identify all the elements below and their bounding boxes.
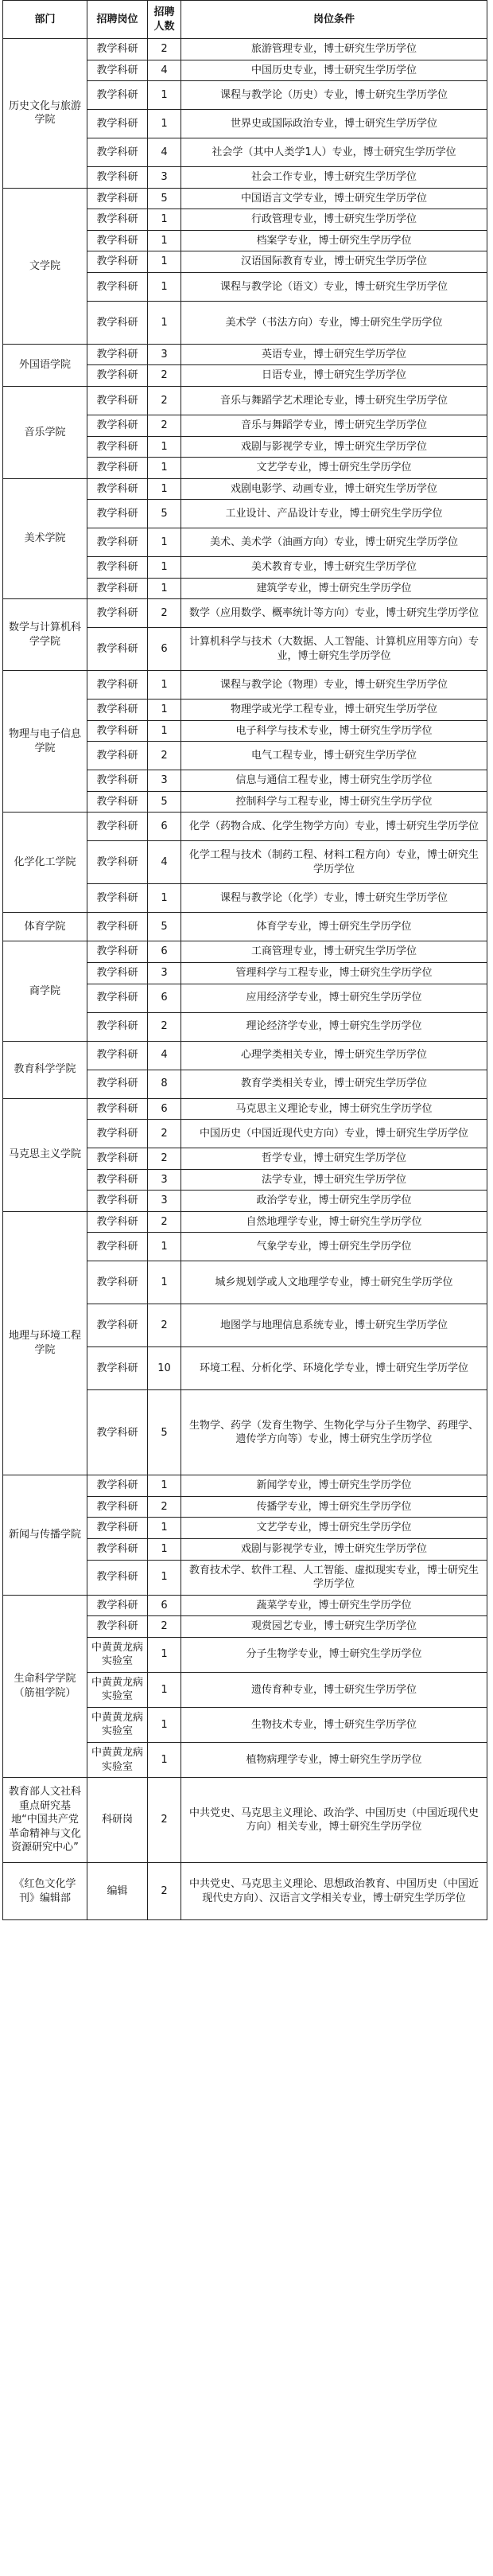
headcount-cell: 1 xyxy=(148,528,181,557)
header-position: 招聘岗位 xyxy=(87,1,148,39)
requirements-cell: 控制科学与工程专业，博士研究生学历学位 xyxy=(181,791,487,813)
table-row xyxy=(3,1041,487,1070)
headcount-cell: 2 xyxy=(148,1211,181,1233)
requirements-cell: 建筑学专业，博士研究生学历学位 xyxy=(181,578,487,599)
headcount-cell: 5 xyxy=(148,1390,181,1475)
requirements-cell: 音乐与舞蹈学专业，博士研究生学历学位 xyxy=(181,415,487,437)
department-cell: 物理与电子信息学院 xyxy=(3,671,87,813)
headcount-cell: 1 xyxy=(148,700,181,721)
position-cell: 教学科研 xyxy=(87,415,148,437)
requirements-cell: 蔬菜学专业，博士研究生学历学位 xyxy=(181,1595,487,1616)
headcount-cell: 1 xyxy=(148,1560,181,1595)
headcount-cell: 2 xyxy=(148,1304,181,1347)
requirements-cell: 中国历史（中国近现代史方向）专业，博士研究生学历学位 xyxy=(181,1120,487,1148)
table-row xyxy=(3,941,487,963)
recruitment-table xyxy=(2,0,487,1920)
position-cell: 教学科研 xyxy=(87,138,148,167)
requirements-cell: 社会学（其中人类学1人）专业，博士研究生学历学位 xyxy=(181,138,487,167)
header-requirements: 岗位条件 xyxy=(181,1,487,39)
headcount-cell: 3 xyxy=(148,344,181,365)
header-department: 部门 xyxy=(3,1,87,39)
department-cell: 地理与环境工程学院 xyxy=(3,1211,87,1475)
requirements-cell: 化学工程与技术（制药工程、材料工程方向）专业，博士研究生学历学位 xyxy=(181,841,487,884)
requirements-cell: 中共党史、马克思主义理论、政治学、中国历史（中国近现代史方向）相关专业，博士研究生学历学位 xyxy=(181,1778,487,1863)
position-cell: 教学科研 xyxy=(87,188,148,209)
headcount-cell: 1 xyxy=(148,884,181,913)
department-cell: 历史文化与旅游学院 xyxy=(3,39,87,189)
table-row xyxy=(3,39,487,60)
requirements-cell: 政治学专业，博士研究生学历学位 xyxy=(181,1191,487,1212)
position-cell: 教学科研 xyxy=(87,841,148,884)
position-cell: 教学科研 xyxy=(87,599,148,628)
header-count: 招聘人数 xyxy=(148,1,181,39)
headcount-cell: 6 xyxy=(148,1595,181,1616)
position-cell: 教学科研 xyxy=(87,557,148,579)
requirements-cell: 行政管理专业，博士研究生学历学位 xyxy=(181,209,487,231)
requirements-cell: 美术教育专业，博士研究生学历学位 xyxy=(181,557,487,579)
requirements-cell: 汉语国际教育专业，博士研究生学历学位 xyxy=(181,251,487,273)
headcount-cell: 1 xyxy=(148,301,181,344)
headcount-cell: 1 xyxy=(148,1637,181,1672)
headcount-cell: 1 xyxy=(148,110,181,138)
requirements-cell: 电子科学与技术专业，博士研究生学历学位 xyxy=(181,720,487,742)
position-cell: 教学科研 xyxy=(87,230,148,251)
headcount-cell: 1 xyxy=(148,1233,181,1261)
headcount-cell: 6 xyxy=(148,941,181,963)
position-cell: 教学科研 xyxy=(87,1120,148,1148)
position-cell: 中黄黄龙病实验室 xyxy=(87,1742,148,1777)
position-cell: 教学科研 xyxy=(87,770,148,792)
position-cell: 教学科研 xyxy=(87,1041,148,1070)
position-cell: 教学科研 xyxy=(87,1191,148,1212)
position-cell: 教学科研 xyxy=(87,478,148,500)
headcount-cell: 6 xyxy=(148,1098,181,1120)
position-cell: 教学科研 xyxy=(87,39,148,60)
department-cell: 教育部人文社科重点研究基地“中国共产党革命精神与文化资源研究中心” xyxy=(3,1778,87,1863)
table-row xyxy=(3,1098,487,1120)
requirements-cell: 哲学专业，博士研究生学历学位 xyxy=(181,1148,487,1170)
requirements-cell: 社会工作专业，博士研究生学历学位 xyxy=(181,167,487,189)
headcount-cell: 2 xyxy=(148,1148,181,1170)
table-row xyxy=(3,1778,487,1863)
position-cell: 教学科研 xyxy=(87,436,148,458)
department-cell: 体育学院 xyxy=(3,913,87,941)
position-cell: 教学科研 xyxy=(87,813,148,841)
department-cell: 马克思主义学院 xyxy=(3,1098,87,1211)
requirements-cell: 观赏园艺专业，博士研究生学历学位 xyxy=(181,1616,487,1638)
position-cell: 教学科研 xyxy=(87,1390,148,1475)
requirements-cell: 分子生物学专业，博士研究生学历学位 xyxy=(181,1637,487,1672)
position-cell: 教学科研 xyxy=(87,365,148,387)
position-cell: 教学科研 xyxy=(87,209,148,231)
department-cell: 化学化工学院 xyxy=(3,813,87,913)
position-cell: 教学科研 xyxy=(87,301,148,344)
requirements-cell: 理论经济学专业，博士研究生学历学位 xyxy=(181,1012,487,1041)
headcount-cell: 2 xyxy=(148,1496,181,1518)
requirements-cell: 戏剧与影视学专业，博士研究生学历学位 xyxy=(181,1538,487,1560)
department-cell: 音乐学院 xyxy=(3,387,87,479)
headcount-cell: 2 xyxy=(148,1863,181,1920)
requirements-cell: 英语专业，博士研究生学历学位 xyxy=(181,344,487,365)
headcount-cell: 5 xyxy=(148,188,181,209)
headcount-cell: 6 xyxy=(148,984,181,1012)
position-cell: 教学科研 xyxy=(87,700,148,721)
headcount-cell: 1 xyxy=(148,1707,181,1742)
table-row xyxy=(3,913,487,941)
department-cell: 生命科学学院（筋祖学院） xyxy=(3,1595,87,1777)
position-cell: 教学科研 xyxy=(87,344,148,365)
headcount-cell: 2 xyxy=(148,1120,181,1148)
headcount-cell: 1 xyxy=(148,209,181,231)
headcount-cell: 1 xyxy=(148,251,181,273)
table-row xyxy=(3,1211,487,1233)
position-cell: 教学科研 xyxy=(87,1211,148,1233)
position-cell: 教学科研 xyxy=(87,984,148,1012)
requirements-cell: 遗传育种专业，博士研究生学历学位 xyxy=(181,1672,487,1707)
headcount-cell: 10 xyxy=(148,1347,181,1390)
position-cell: 教学科研 xyxy=(87,941,148,963)
position-cell: 教学科研 xyxy=(87,1560,148,1595)
position-cell: 教学科研 xyxy=(87,387,148,415)
position-cell: 教学科研 xyxy=(87,1475,148,1497)
requirements-cell: 法学专业，博士研究生学历学位 xyxy=(181,1169,487,1191)
requirements-cell: 心理学类相关专业，博士研究生学历学位 xyxy=(181,1041,487,1070)
position-cell: 教学科研 xyxy=(87,1070,148,1098)
requirements-cell: 数学（应用数学、概率统计等方向）专业，博士研究生学历学位 xyxy=(181,599,487,628)
headcount-cell: 1 xyxy=(148,436,181,458)
headcount-cell: 4 xyxy=(148,1041,181,1070)
headcount-cell: 2 xyxy=(148,742,181,770)
headcount-cell: 5 xyxy=(148,913,181,941)
position-cell: 教学科研 xyxy=(87,1148,148,1170)
table-row xyxy=(3,387,487,415)
position-cell: 教学科研 xyxy=(87,1616,148,1638)
headcount-cell: 3 xyxy=(148,770,181,792)
position-cell: 教学科研 xyxy=(87,272,148,301)
position-cell: 教学科研 xyxy=(87,963,148,984)
position-cell: 教学科研 xyxy=(87,884,148,913)
requirements-cell: 工业设计、产品设计专业，博士研究生学历学位 xyxy=(181,500,487,528)
headcount-cell: 2 xyxy=(148,365,181,387)
position-cell: 中黄黄龙病实验室 xyxy=(87,1707,148,1742)
requirements-cell: 美术、美术学（油画方向）专业，博士研究生学历学位 xyxy=(181,528,487,557)
headcount-cell: 4 xyxy=(148,841,181,884)
position-cell: 中黄黄龙病实验室 xyxy=(87,1672,148,1707)
position-cell: 教学科研 xyxy=(87,110,148,138)
requirements-cell: 教育学类相关专业，博士研究生学历学位 xyxy=(181,1070,487,1098)
department-cell: 教育科学学院 xyxy=(3,1041,87,1098)
position-cell: 教学科研 xyxy=(87,458,148,479)
requirements-cell: 传播学专业，博士研究生学历学位 xyxy=(181,1496,487,1518)
requirements-cell: 世界史或国际政治专业，博士研究生学历学位 xyxy=(181,110,487,138)
department-cell: 美术学院 xyxy=(3,478,87,599)
table-row xyxy=(3,671,487,700)
headcount-cell: 1 xyxy=(148,458,181,479)
position-cell: 教学科研 xyxy=(87,528,148,557)
table-row xyxy=(3,478,487,500)
position-cell: 教学科研 xyxy=(87,913,148,941)
position-cell: 教学科研 xyxy=(87,1169,148,1191)
requirements-cell: 地图学与地理信息系统专业，博士研究生学历学位 xyxy=(181,1304,487,1347)
table-row xyxy=(3,188,487,209)
headcount-cell: 1 xyxy=(148,557,181,579)
requirements-cell: 文艺学专业，博士研究生学历学位 xyxy=(181,1518,487,1539)
headcount-cell: 8 xyxy=(148,1070,181,1098)
requirements-cell: 音乐与舞蹈学艺术理论专业，博士研究生学历学位 xyxy=(181,387,487,415)
headcount-cell: 1 xyxy=(148,478,181,500)
position-cell: 教学科研 xyxy=(87,1304,148,1347)
headcount-cell: 3 xyxy=(148,167,181,189)
requirements-cell: 生物技术专业，博士研究生学历学位 xyxy=(181,1707,487,1742)
headcount-cell: 6 xyxy=(148,628,181,671)
headcount-cell: 1 xyxy=(148,671,181,700)
requirements-cell: 档案学专业，博士研究生学历学位 xyxy=(181,230,487,251)
position-cell: 编辑 xyxy=(87,1863,148,1920)
requirements-cell: 工商管理专业，博士研究生学历学位 xyxy=(181,941,487,963)
position-cell: 教学科研 xyxy=(87,500,148,528)
headcount-cell: 4 xyxy=(148,138,181,167)
headcount-cell: 5 xyxy=(148,791,181,813)
requirements-cell: 物理学或光学工程专业，博士研究生学历学位 xyxy=(181,700,487,721)
department-cell: 外国语学院 xyxy=(3,344,87,386)
headcount-cell: 6 xyxy=(148,813,181,841)
requirements-cell: 应用经济学专业，博士研究生学历学位 xyxy=(181,984,487,1012)
requirements-cell: 城乡规划学或人文地理学专业，博士研究生学历学位 xyxy=(181,1261,487,1304)
headcount-cell: 3 xyxy=(148,963,181,984)
table-row xyxy=(3,1863,487,1920)
position-cell: 教学科研 xyxy=(87,578,148,599)
requirements-cell: 马克思主义理论专业，博士研究生学历学位 xyxy=(181,1098,487,1120)
headcount-cell: 4 xyxy=(148,60,181,81)
position-cell: 教学科研 xyxy=(87,60,148,81)
headcount-cell: 1 xyxy=(148,578,181,599)
headcount-cell: 1 xyxy=(148,1538,181,1560)
headcount-cell: 1 xyxy=(148,81,181,110)
position-cell: 教学科研 xyxy=(87,742,148,770)
requirements-cell: 自然地理学专业，博士研究生学历学位 xyxy=(181,1211,487,1233)
position-cell: 教学科研 xyxy=(87,167,148,189)
headcount-cell: 1 xyxy=(148,1518,181,1539)
requirements-cell: 电气工程专业，博士研究生学历学位 xyxy=(181,742,487,770)
position-cell: 中黄黄龙病实验室 xyxy=(87,1637,148,1672)
headcount-cell: 2 xyxy=(148,39,181,60)
department-cell: 新闻与传播学院 xyxy=(3,1475,87,1595)
position-cell: 教学科研 xyxy=(87,720,148,742)
headcount-cell: 2 xyxy=(148,1012,181,1041)
requirements-cell: 环境工程、分析化学、环境化学专业，博士研究生学历学位 xyxy=(181,1347,487,1390)
requirements-cell: 体育学专业，博士研究生学历学位 xyxy=(181,913,487,941)
headcount-cell: 1 xyxy=(148,230,181,251)
position-cell: 教学科研 xyxy=(87,1595,148,1616)
department-cell: 文学院 xyxy=(3,188,87,344)
position-cell: 教学科研 xyxy=(87,1261,148,1304)
position-cell: 教学科研 xyxy=(87,1518,148,1539)
headcount-cell: 2 xyxy=(148,599,181,628)
position-cell: 教学科研 xyxy=(87,671,148,700)
position-cell: 科研岗 xyxy=(87,1778,148,1863)
requirements-cell: 课程与教学论（化学）专业，博士研究生学历学位 xyxy=(181,884,487,913)
position-cell: 教学科研 xyxy=(87,1538,148,1560)
requirements-cell: 课程与教学论（历史）专业，博士研究生学历学位 xyxy=(181,81,487,110)
headcount-cell: 3 xyxy=(148,1169,181,1191)
position-cell: 教学科研 xyxy=(87,791,148,813)
position-cell: 教学科研 xyxy=(87,1012,148,1041)
position-cell: 教学科研 xyxy=(87,1098,148,1120)
headcount-cell: 3 xyxy=(148,1191,181,1212)
department-cell: 数学与计算机科学学院 xyxy=(3,599,87,671)
position-cell: 教学科研 xyxy=(87,1347,148,1390)
table-row xyxy=(3,599,487,628)
table-body xyxy=(3,39,487,1920)
requirements-cell: 气象学专业，博士研究生学历学位 xyxy=(181,1233,487,1261)
requirements-cell: 信息与通信工程专业，博士研究生学历学位 xyxy=(181,770,487,792)
requirements-cell: 文艺学专业，博士研究生学历学位 xyxy=(181,458,487,479)
headcount-cell: 2 xyxy=(148,415,181,437)
position-cell: 教学科研 xyxy=(87,81,148,110)
department-cell: 商学院 xyxy=(3,941,87,1041)
requirements-cell: 植物病理学专业，博士研究生学历学位 xyxy=(181,1742,487,1777)
department-cell: 《红色文化学刊》编辑部 xyxy=(3,1863,87,1920)
requirements-cell: 日语专业，博士研究生学历学位 xyxy=(181,365,487,387)
requirements-cell: 中国历史专业，博士研究生学历学位 xyxy=(181,60,487,81)
requirements-cell: 化学（药物合成、化学生物学方向）专业，博士研究生学历学位 xyxy=(181,813,487,841)
requirements-cell: 课程与教学论（物理）专业，博士研究生学历学位 xyxy=(181,671,487,700)
headcount-cell: 2 xyxy=(148,1778,181,1863)
requirements-cell: 生物学、药学（发育生物学、生物化学与分子生物学、药理学、遗传学方向等）专业，博士研究生学历学位 xyxy=(181,1390,487,1475)
headcount-cell: 1 xyxy=(148,1261,181,1304)
requirements-cell: 中共党史、马克思主义理论、思想政治教育、中国历史（中国近现代史方向）、汉语言文学相关专业，博士研究生学历学位 xyxy=(181,1863,487,1920)
table-row xyxy=(3,344,487,365)
headcount-cell: 1 xyxy=(148,1672,181,1707)
headcount-cell: 1 xyxy=(148,720,181,742)
requirements-cell: 旅游管理专业，博士研究生学历学位 xyxy=(181,39,487,60)
headcount-cell: 1 xyxy=(148,1475,181,1497)
headcount-cell: 2 xyxy=(148,387,181,415)
requirements-cell: 计算机科学与技术（大数据、人工智能、计算机应用等方向）专业，博士研究生学历学位 xyxy=(181,628,487,671)
requirements-cell: 中国语言文学专业，博士研究生学历学位 xyxy=(181,188,487,209)
table-row xyxy=(3,1595,487,1616)
requirements-cell: 新闻学专业，博士研究生学历学位 xyxy=(181,1475,487,1497)
requirements-cell: 课程与教学论（语文）专业，博士研究生学历学位 xyxy=(181,272,487,301)
position-cell: 教学科研 xyxy=(87,628,148,671)
table-row xyxy=(3,1475,487,1497)
requirements-cell: 美术学（书法方向）专业，博士研究生学历学位 xyxy=(181,301,487,344)
requirements-cell: 管理科学与工程专业，博士研究生学历学位 xyxy=(181,963,487,984)
requirements-cell: 戏剧电影学、动画专业，博士研究生学历学位 xyxy=(181,478,487,500)
headcount-cell: 1 xyxy=(148,272,181,301)
position-cell: 教学科研 xyxy=(87,1496,148,1518)
position-cell: 教学科研 xyxy=(87,1233,148,1261)
requirements-cell: 教育技术学、软件工程、人工智能、虚拟现实专业，博士研究生学历学位 xyxy=(181,1560,487,1595)
headcount-cell: 2 xyxy=(148,1616,181,1638)
headcount-cell: 5 xyxy=(148,500,181,528)
position-cell: 教学科研 xyxy=(87,251,148,273)
requirements-cell: 戏剧与影视学专业，博士研究生学历学位 xyxy=(181,436,487,458)
headcount-cell: 1 xyxy=(148,1742,181,1777)
table-row xyxy=(3,813,487,841)
table-header-row xyxy=(3,1,487,39)
